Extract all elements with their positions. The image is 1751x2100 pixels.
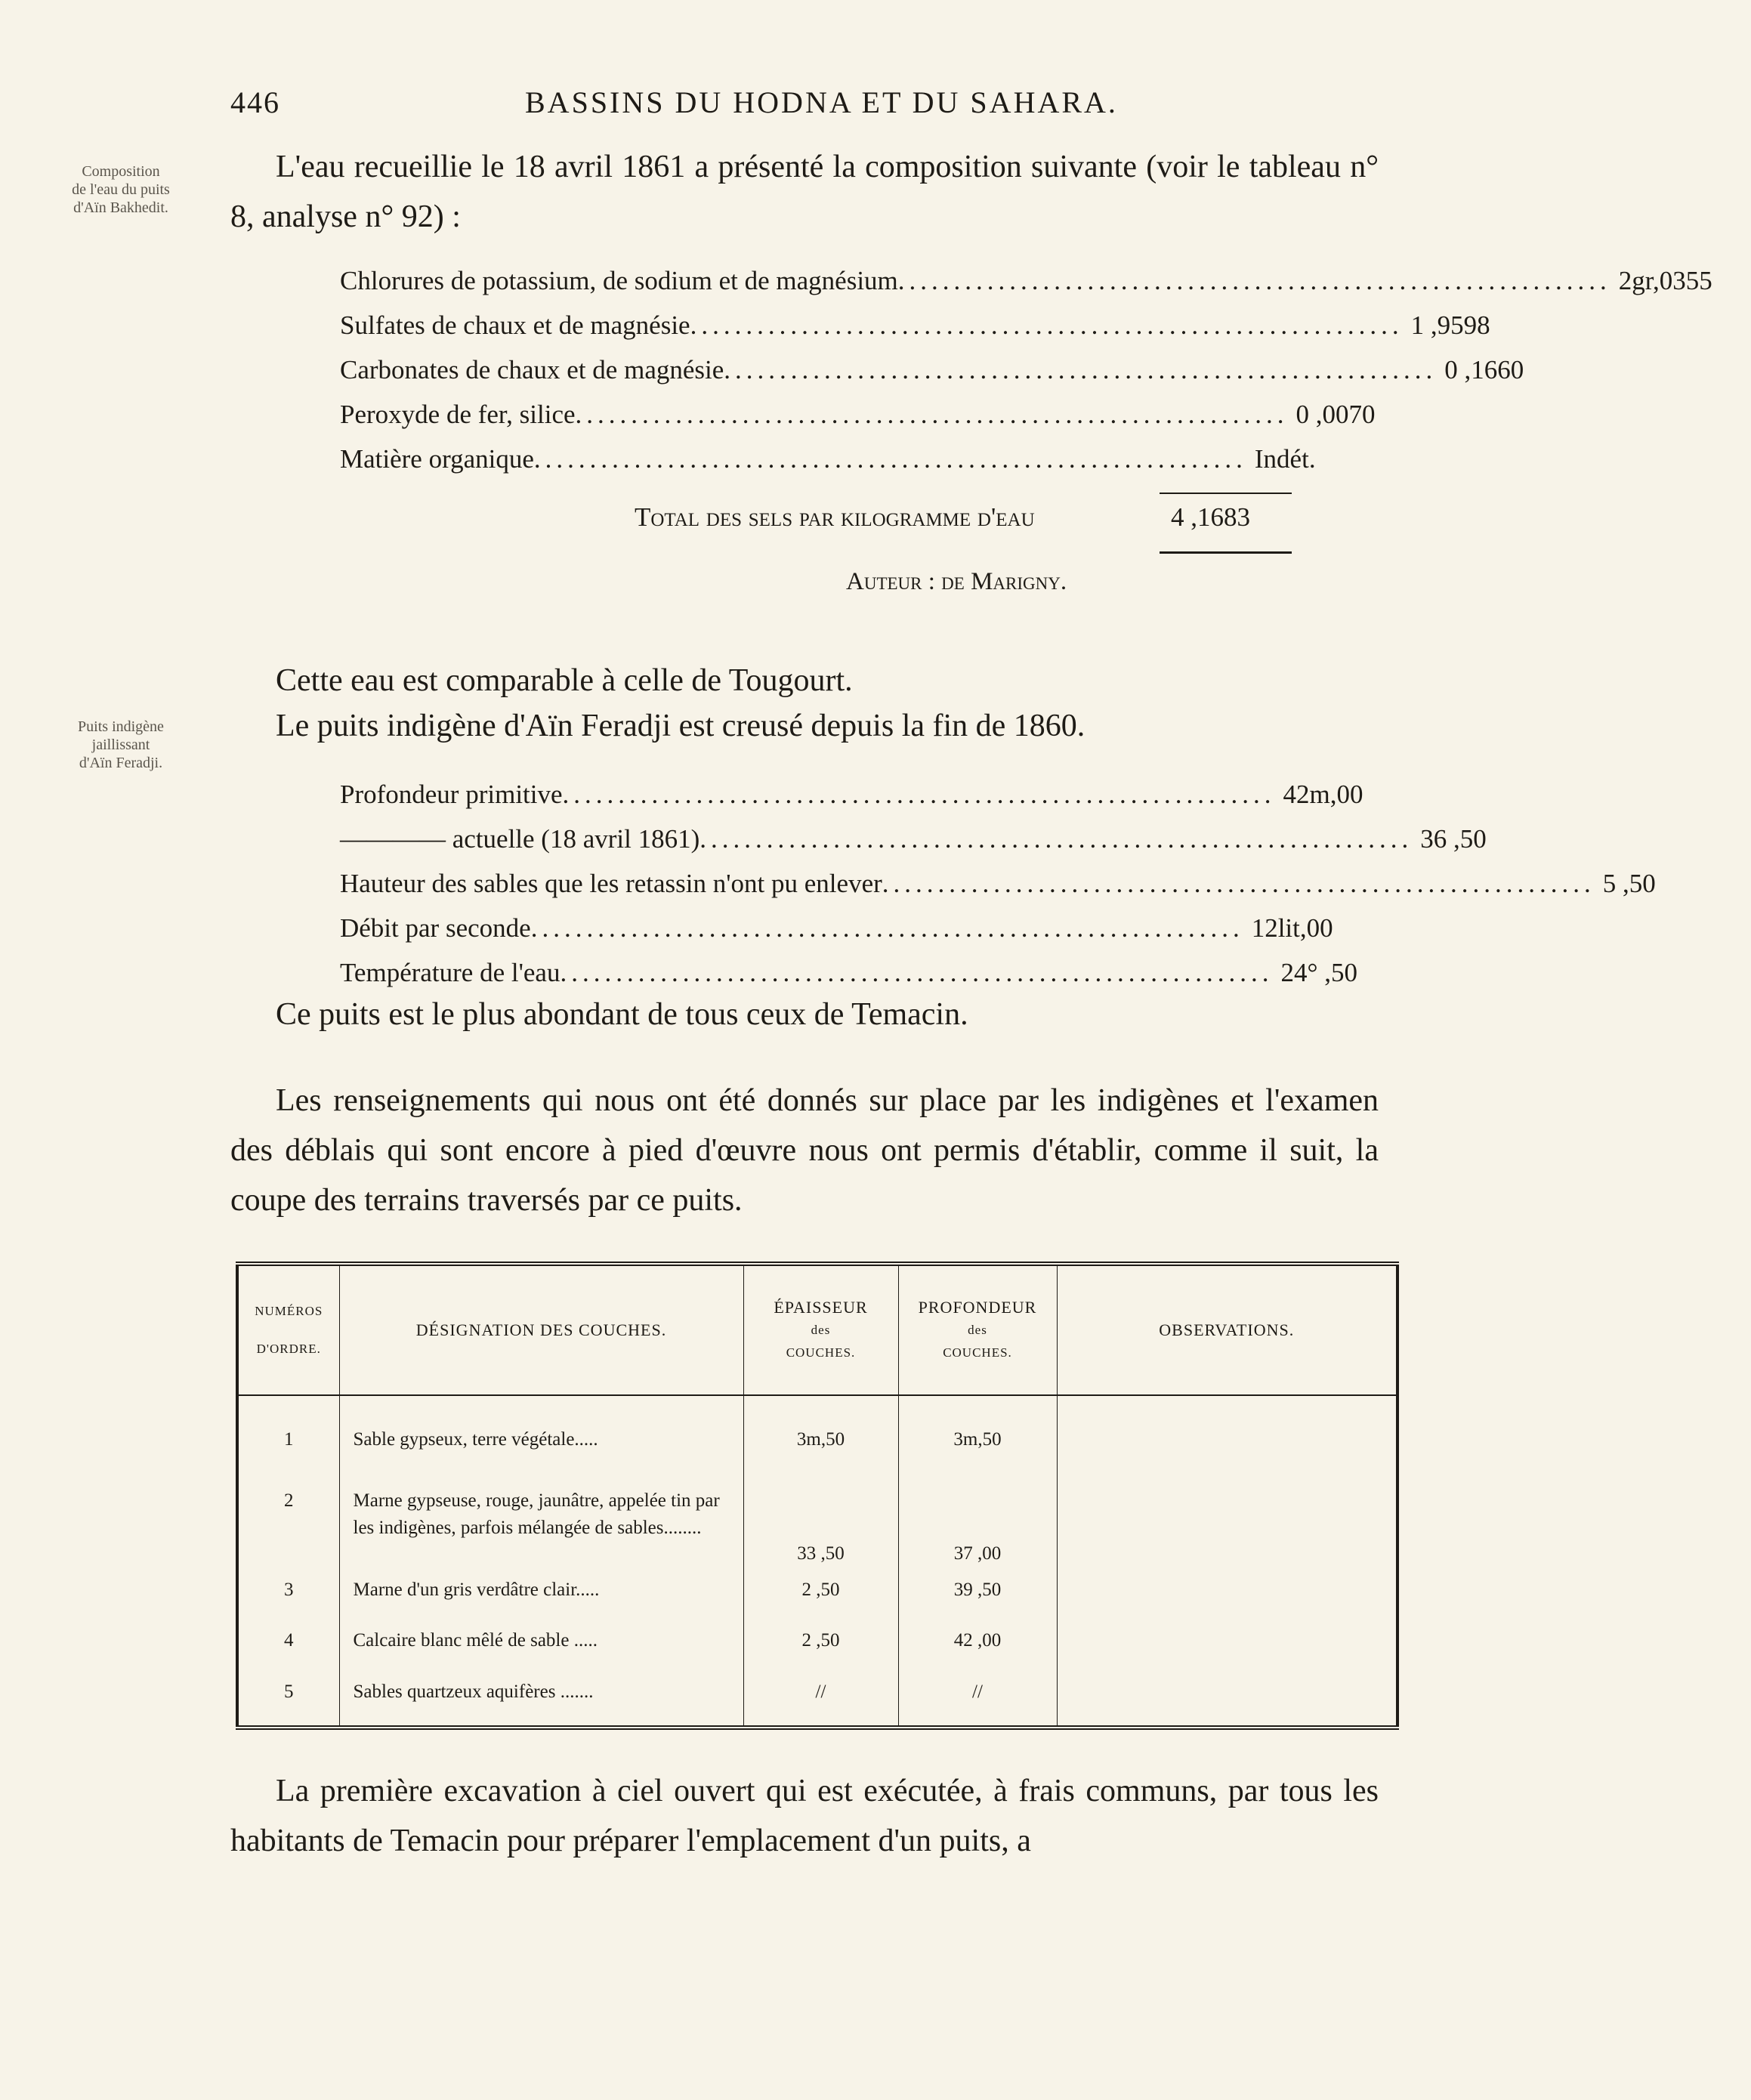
composition-list (340, 266, 1712, 489)
table-row: 4 Calcaire blanc mêlé de sable ..... 2 ,50 42 ,00 (237, 1623, 1397, 1673)
closing-paragraph: La première excavation à ciel ouvert qui est exécutée, à frais communs, par tous les habitants de Temacin pour préparer l'emplacement d'un puits, a (230, 1774, 1379, 1858)
table-row: 3 Marne d'un gris verdâtre clair..... 2 ,50 39 ,50 (237, 1572, 1397, 1623)
margin-note-composition: Composition de l'eau du puits d'Aïn Bakhedit. (72, 163, 170, 216)
composition-row: Sulfates de chaux et de magnésie ................................................................ 1 ,9598 (340, 310, 1490, 340)
composition-row: Chlorures de potassium, de sodium et de magnésium ................................................................ 2gr,0355 (340, 266, 1712, 295)
page-header (230, 85, 1379, 130)
header-designation: DÉSIGNATION DES COUCHES. (339, 1264, 743, 1395)
page-number: 446 (230, 85, 280, 119)
composition-row: Peroxyde de fer, silice ................................................................ 0 ,0070 (340, 400, 1376, 429)
paragraph-tougourt: Cette eau est comparable à celle de Tougourt. (276, 663, 853, 698)
table-row: 1 Sable gypseux, terre végétale..... 3m,50 3m,50 (237, 1395, 1397, 1483)
header-observations: OBSERVATIONS. (1057, 1264, 1397, 1395)
strata-table (236, 1262, 1399, 1730)
total-rule (1160, 551, 1292, 554)
well-row: Température de l'eau ................................................................ 24° ,50 (340, 958, 1357, 987)
author-line: Auteur : de Marigny. (846, 568, 1067, 595)
well-row: Débit par seconde ................................................................ 12lit,00 (340, 913, 1333, 943)
header-profondeur: PROFONDEUR des COUCHES. (898, 1264, 1057, 1395)
well-row: ———— actuelle (18 avril 1861) ................................................................ 36 ,50 (340, 824, 1487, 854)
table-row: 5 Sables quartzeux aquifères ....... // // (237, 1674, 1397, 1728)
intro-paragraph: L'eau recueillie le 18 avril 1861 a présenté la composition suivante (voir le tableau n° 8, analyse n° 92) : (230, 150, 1379, 234)
paragraph-feradji: Le puits indigène d'Aïn Feradji est creusé depuis la fin de 1860. (276, 709, 1085, 743)
composition-row: Carbonates de chaux et de magnésie ................................................................ 0 ,1660 (340, 355, 1524, 384)
well-row: Hauteur des sables que les retassin n'ont pu enlever ................................................................ 5 ,50 (340, 869, 1656, 898)
composition-row: Matière organique ................................................................ Indét. (340, 444, 1316, 474)
total-row: Total des sels par kilogramme d'eau 4 ,1683 (635, 502, 1250, 532)
sum-rule (1160, 493, 1292, 494)
header-numeros: NUMÉROS D'ORDRE. (237, 1264, 339, 1395)
running-title: BASSINS DU HODNA ET DU SAHARA. (525, 85, 1118, 119)
margin-note-puits: Puits indigène jaillissant d'Aïn Feradji. (78, 718, 164, 771)
paragraph-abondant: Ce puits est le plus abondant de tous ceux de Temacin. (276, 997, 968, 1032)
paragraph-renseignements: Les renseignements qui nous ont été donnés sur place par les indigènes et l'examen des déblais qui sont encore à pied d'œuvre nous ont permis d'établir, comme il suit, la coupe des terrains traversés par ce puits. (230, 1083, 1379, 1218)
well-row: Profondeur primitive ................................................................ 42m,00 (340, 780, 1363, 809)
table-row: 2 Marne gypseuse, rouge, jaunâtre, appelée tin par les indigènes, parfois mélangée de sables........ 33 ,50 37 ,00 (237, 1483, 1397, 1572)
header-epaisseur: ÉPAISSEUR des COUCHES. (743, 1264, 898, 1395)
table-header-row (237, 1264, 1397, 1395)
well-data-list (340, 780, 1656, 1002)
